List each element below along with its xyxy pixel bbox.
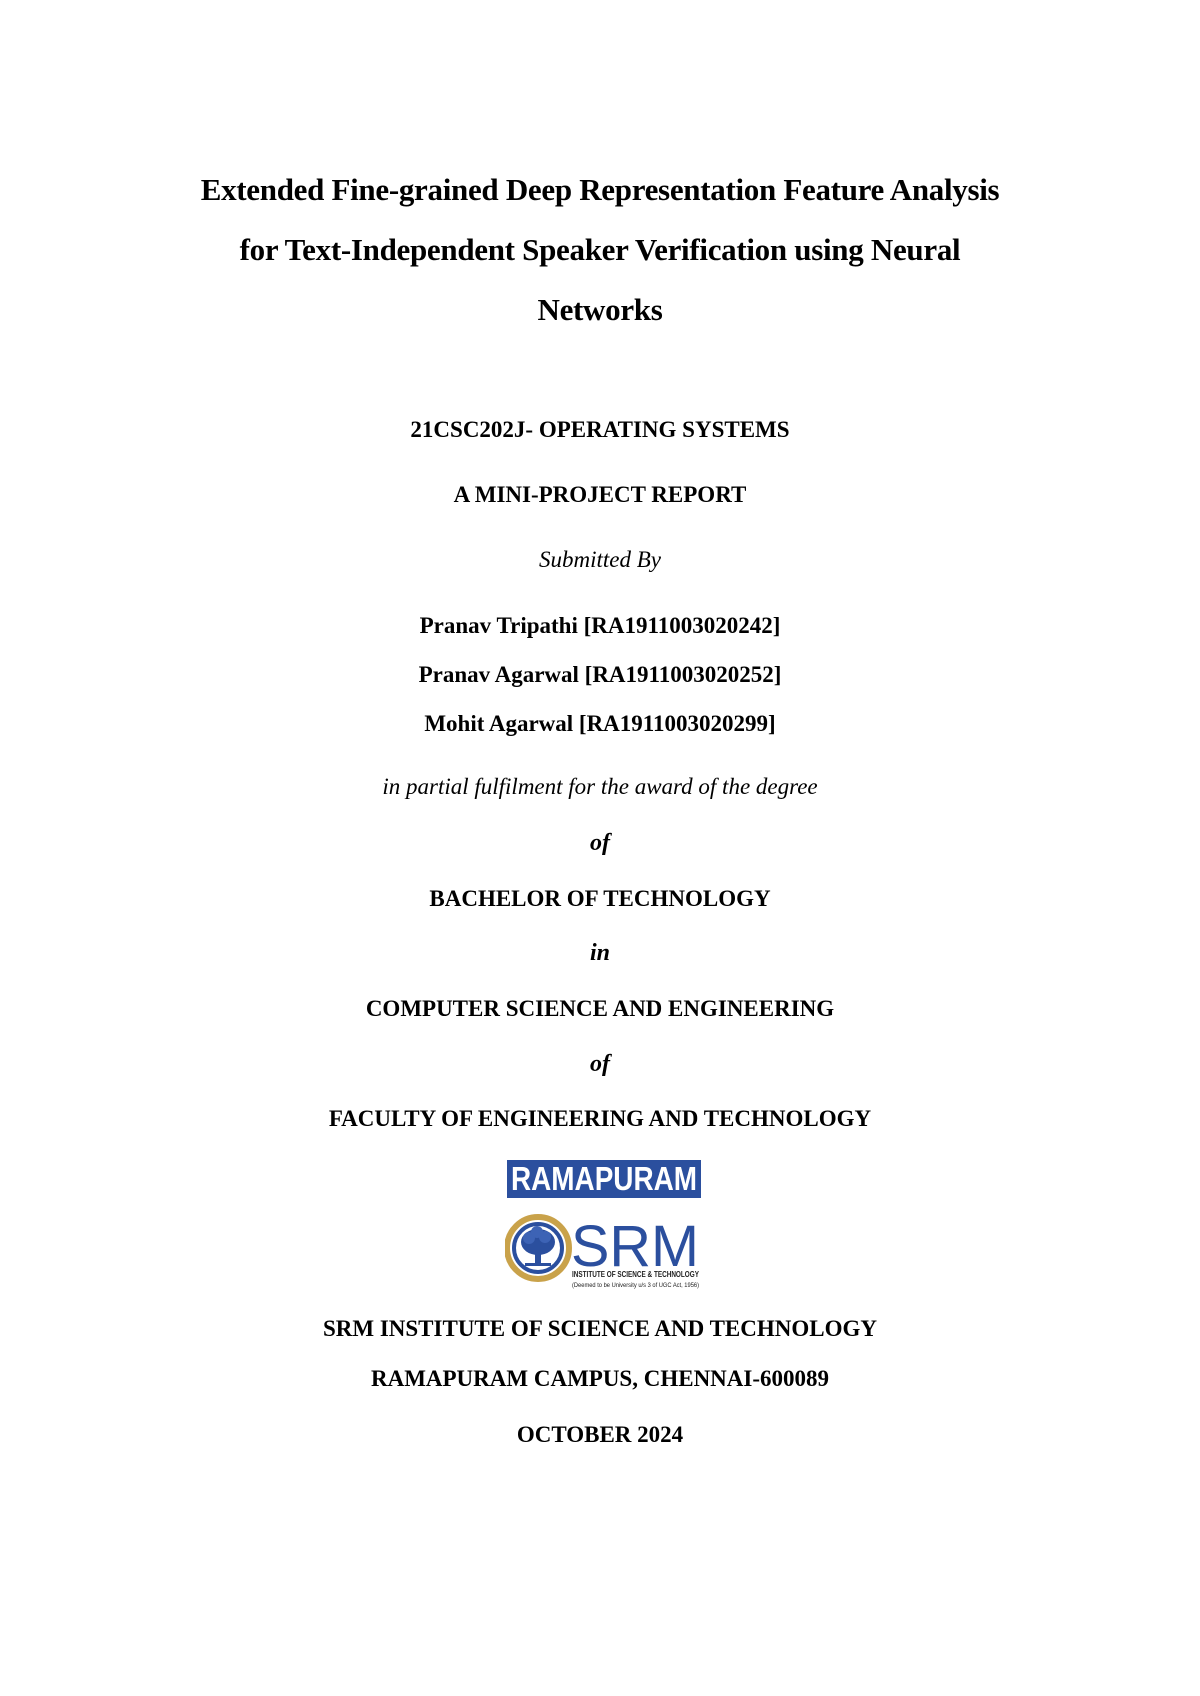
submitted-by-label: Submitted By: [539, 547, 661, 572]
srm-ramapuram-logo: [505, 1158, 703, 1290]
branch-name: COMPUTER SCIENCE AND ENGINEERING: [365, 996, 835, 1021]
of-text-1: of: [590, 830, 610, 856]
project-title-line-1: Extended Fine-grained Deep Representation Feature Analysis: [200, 172, 1000, 207]
campus-address: RAMAPURAM CAMPUS, CHENNAI-600089: [370, 1366, 830, 1391]
author-2: Pranav Agarwal [RA1911003020252]: [418, 662, 782, 687]
degree-name: BACHELOR OF TECHNOLOGY: [429, 886, 771, 911]
logo-banner-text: RAMAPURAM: [511, 1160, 697, 1197]
logo-small-text: (Deemed to be University u/s 3 of UGC Act, 1956): [572, 1283, 699, 1289]
logo-sub-text: INSTITUTE OF SCIENCE & TECHNOLOGY: [572, 1270, 700, 1279]
course-code: 21CSC202J- OPERATING SYSTEMS: [410, 417, 790, 442]
in-text: in: [589, 940, 610, 966]
institute-name: SRM INSTITUTE OF SCIENCE AND TECHNOLOGY: [322, 1316, 878, 1341]
logo-main-text: SRM: [571, 1214, 699, 1279]
author-3: Mohit Agarwal [RA1911003020299]: [424, 711, 776, 736]
faculty-name: FACULTY OF ENGINEERING AND TECHNOLOGY: [328, 1106, 872, 1131]
submission-date: OCTOBER 2024: [516, 1422, 684, 1447]
of-text-2: of: [590, 1051, 610, 1077]
tree-emblem-icon: [507, 1217, 569, 1279]
project-title-line-3: Networks: [537, 292, 663, 327]
report-type: A MINI-PROJECT REPORT: [453, 482, 747, 507]
author-1: Pranav Tripathi [RA1911003020242]: [419, 613, 781, 638]
fulfilment-text: in partial fulfilment for the award of the degree: [382, 774, 818, 799]
project-title-line-2: for Text-Independent Speaker Verification using Neural: [239, 232, 961, 267]
